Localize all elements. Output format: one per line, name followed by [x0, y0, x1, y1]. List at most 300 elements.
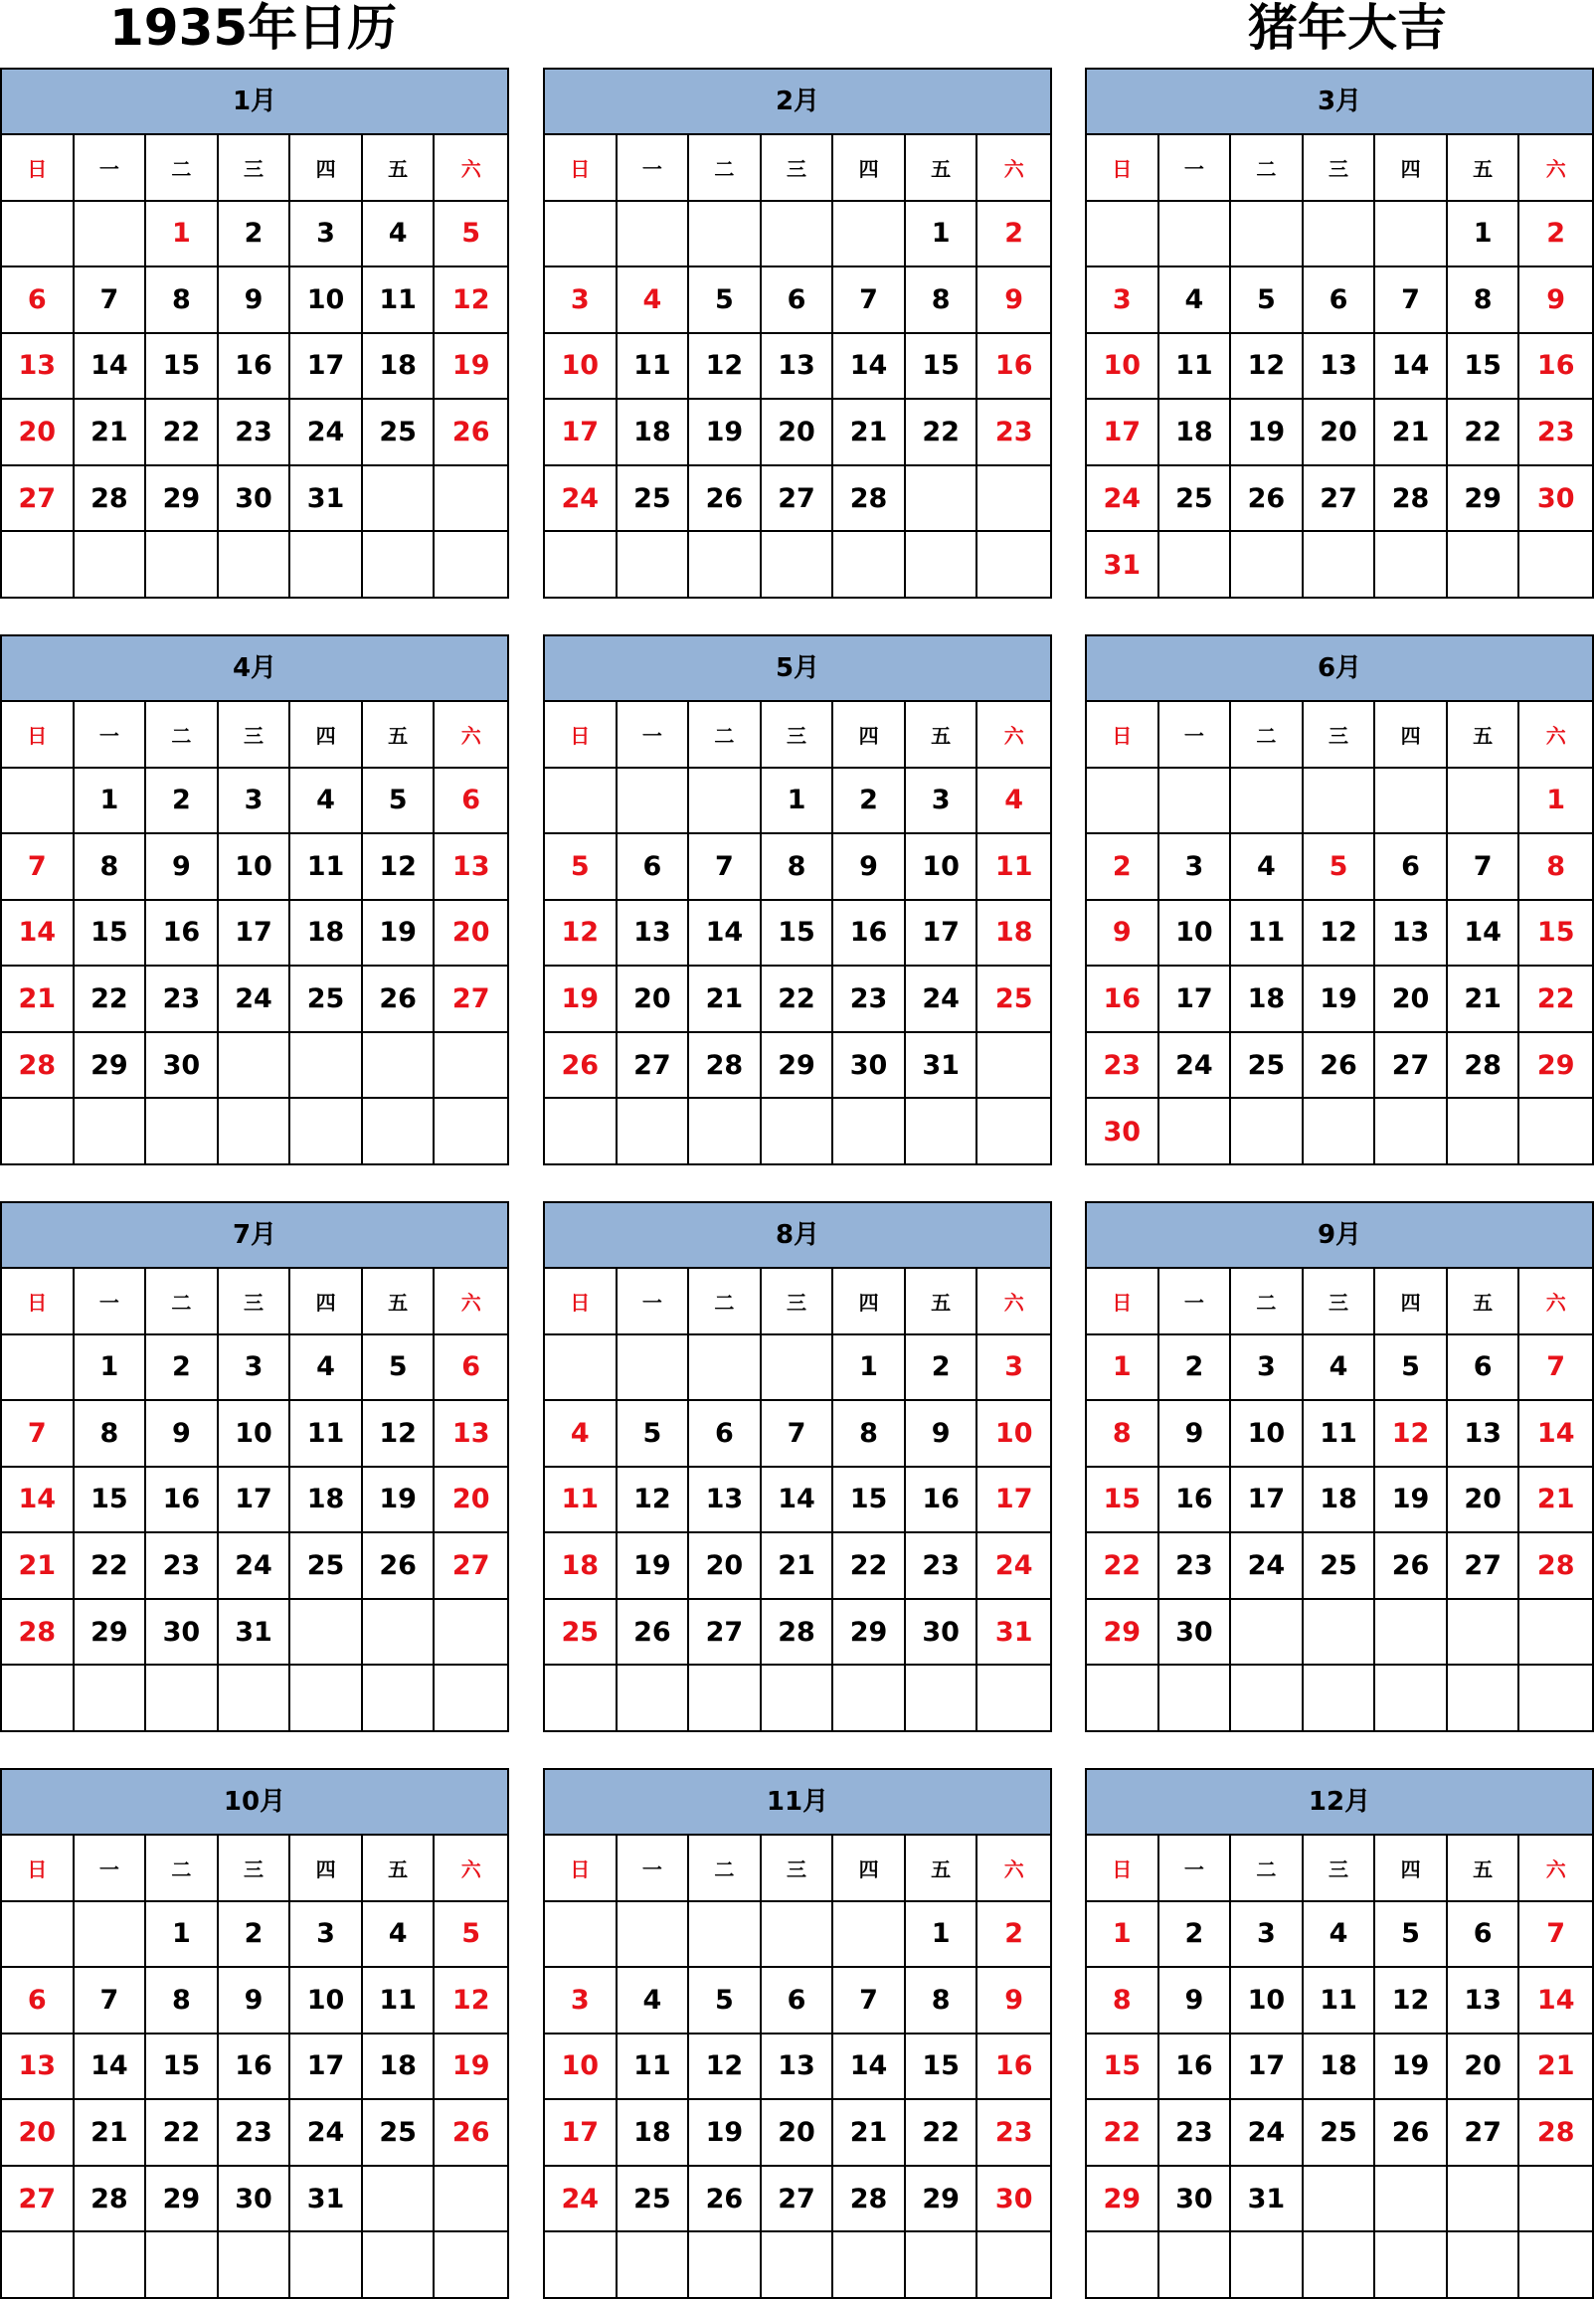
empty-cell: [2, 1666, 75, 1732]
weekday-label: 三: [762, 1836, 834, 1902]
month-3: [1085, 68, 1594, 599]
weekday-label: 六: [977, 1269, 1050, 1335]
empty-cell: [762, 532, 834, 599]
day-cell: 25: [363, 2100, 436, 2167]
day-cell: 12: [1375, 1968, 1448, 2035]
day-cell: 2: [146, 1335, 219, 1402]
day-cell: 6: [435, 769, 507, 835]
weekday-label: 四: [1375, 135, 1448, 202]
empty-cell: [1231, 2232, 1304, 2299]
weekday-label: 五: [906, 135, 978, 202]
day-cell: 8: [1087, 1401, 1159, 1468]
weekday-label: 二: [689, 135, 762, 202]
day-cell: 10: [1087, 334, 1159, 401]
day-cell: 3: [545, 267, 618, 334]
weekday-label: 三: [762, 1269, 834, 1335]
weekday-label: 一: [75, 1269, 147, 1335]
day-cell: 3: [977, 1335, 1050, 1402]
day-cell: 12: [689, 334, 762, 401]
weekday-label: 五: [363, 135, 436, 202]
day-cell: 12: [1375, 1401, 1448, 1468]
empty-cell: [1231, 532, 1304, 599]
empty-cell: [906, 1099, 978, 1165]
weekday-label: 五: [906, 702, 978, 769]
empty-cell: [363, 1033, 436, 1100]
day-cell: 27: [2, 466, 75, 533]
empty-cell: [762, 1902, 834, 1969]
day-cell: 4: [1304, 1335, 1376, 1402]
day-cell: 24: [906, 967, 978, 1033]
day-cell: 13: [1448, 1401, 1520, 1468]
empty-cell: [435, 2232, 507, 2299]
weekday-label: 一: [618, 1836, 690, 1902]
empty-cell: [545, 1335, 618, 1402]
day-cell: 5: [689, 1968, 762, 2035]
weekday-label: 四: [1375, 702, 1448, 769]
day-cell: 31: [977, 1600, 1050, 1667]
day-cell: 24: [219, 1533, 291, 1600]
day-cell: 20: [618, 967, 690, 1033]
weekday-label: 一: [618, 702, 690, 769]
day-cell: 23: [1087, 1033, 1159, 1100]
empty-cell: [290, 2232, 363, 2299]
day-cell: 31: [1087, 532, 1159, 599]
day-cell: 8: [833, 1401, 906, 1468]
empty-cell: [618, 1666, 690, 1732]
day-cell: 27: [435, 967, 507, 1033]
day-cell: 3: [219, 1335, 291, 1402]
day-cell: 23: [1159, 1533, 1232, 1600]
day-cell: 30: [219, 466, 291, 533]
empty-cell: [75, 202, 147, 268]
weekday-label: 二: [1231, 135, 1304, 202]
day-cell: 21: [2, 967, 75, 1033]
day-cell: 9: [833, 834, 906, 901]
day-cell: 20: [2, 400, 75, 466]
day-cell: 23: [977, 400, 1050, 466]
empty-cell: [833, 202, 906, 268]
day-cell: 19: [1375, 2035, 1448, 2101]
weekday-label: 四: [290, 702, 363, 769]
day-cell: 24: [1159, 1033, 1232, 1100]
weekday-label: 六: [435, 135, 507, 202]
weekday-label: 日: [2, 135, 75, 202]
empty-cell: [977, 532, 1050, 599]
day-cell: 22: [1519, 967, 1592, 1033]
day-cell: 12: [363, 1401, 436, 1468]
empty-cell: [762, 2232, 834, 2299]
weekday-label: 三: [219, 1836, 291, 1902]
day-cell: 8: [146, 1968, 219, 2035]
day-cell: 26: [1375, 2100, 1448, 2167]
day-cell: 18: [618, 400, 690, 466]
day-cell: 4: [977, 769, 1050, 835]
day-cell: 11: [1159, 334, 1232, 401]
day-cell: 13: [1448, 1968, 1520, 2035]
day-cell: 5: [435, 1902, 507, 1969]
day-cell: 21: [762, 1533, 834, 1600]
day-cell: 13: [689, 1468, 762, 1534]
day-cell: 17: [545, 2100, 618, 2167]
empty-cell: [75, 1099, 147, 1165]
empty-cell: [363, 532, 436, 599]
empty-cell: [689, 769, 762, 835]
weekday-label: 二: [146, 1269, 219, 1335]
month-day-grid: [1087, 1269, 1592, 1732]
day-cell: 28: [833, 466, 906, 533]
weekday-label: 一: [618, 1269, 690, 1335]
day-cell: 14: [1375, 334, 1448, 401]
weekday-label: 一: [1159, 1269, 1232, 1335]
day-cell: 8: [75, 834, 147, 901]
month-9: [1085, 1201, 1594, 1732]
day-cell: 23: [146, 1533, 219, 1600]
day-cell: 18: [545, 1533, 618, 1600]
day-cell: 15: [75, 1468, 147, 1534]
empty-cell: [1304, 202, 1376, 268]
empty-cell: [2, 2232, 75, 2299]
day-cell: 1: [1087, 1335, 1159, 1402]
day-cell: 7: [833, 1968, 906, 2035]
weekday-label: 五: [906, 1836, 978, 1902]
day-cell: 30: [1519, 466, 1592, 533]
day-cell: 9: [219, 1968, 291, 2035]
day-cell: 30: [833, 1033, 906, 1100]
day-cell: 1: [906, 202, 978, 268]
day-cell: 16: [146, 1468, 219, 1534]
day-cell: 27: [618, 1033, 690, 1100]
empty-cell: [1159, 1099, 1232, 1165]
day-cell: 31: [906, 1033, 978, 1100]
day-cell: 8: [762, 834, 834, 901]
day-cell: 15: [906, 2035, 978, 2101]
empty-cell: [2, 1099, 75, 1165]
weekday-label: 四: [833, 702, 906, 769]
day-cell: 10: [290, 1968, 363, 2035]
month-7: [0, 1201, 509, 1732]
day-cell: 14: [1519, 1968, 1592, 2035]
empty-cell: [1375, 1099, 1448, 1165]
day-cell: 23: [977, 2100, 1050, 2167]
weekday-label: 五: [363, 1269, 436, 1335]
day-cell: 18: [618, 2100, 690, 2167]
weekday-label: 一: [1159, 702, 1232, 769]
empty-cell: [1304, 1666, 1376, 1732]
day-cell: 1: [1448, 202, 1520, 268]
day-cell: 10: [219, 1401, 291, 1468]
empty-cell: [290, 1099, 363, 1165]
day-cell: 16: [219, 2035, 291, 2101]
day-cell: 16: [1087, 967, 1159, 1033]
empty-cell: [1159, 532, 1232, 599]
empty-cell: [1448, 1099, 1520, 1165]
day-cell: 23: [1519, 400, 1592, 466]
day-cell: 2: [219, 1902, 291, 1969]
page-title: 1935年日历: [109, 0, 398, 57]
month-day-grid: [545, 702, 1050, 1165]
day-cell: 8: [146, 267, 219, 334]
day-cell: 7: [1519, 1902, 1592, 1969]
empty-cell: [1304, 769, 1376, 835]
day-cell: 13: [435, 1401, 507, 1468]
day-cell: 7: [75, 1968, 147, 2035]
day-cell: 22: [1087, 1533, 1159, 1600]
empty-cell: [689, 1099, 762, 1165]
empty-cell: [363, 2232, 436, 2299]
weekday-label: 六: [1519, 135, 1592, 202]
weekday-label: 五: [1448, 702, 1520, 769]
day-cell: 23: [219, 2100, 291, 2167]
day-cell: 7: [2, 1401, 75, 1468]
empty-cell: [977, 1033, 1050, 1100]
month-day-grid: [545, 1269, 1050, 1732]
empty-cell: [146, 1666, 219, 1732]
day-cell: 22: [75, 1533, 147, 1600]
day-cell: 20: [435, 1468, 507, 1534]
day-cell: 25: [618, 466, 690, 533]
day-cell: 18: [290, 901, 363, 968]
weekday-label: 四: [833, 1836, 906, 1902]
empty-cell: [1519, 1600, 1592, 1667]
day-cell: 17: [1159, 967, 1232, 1033]
weekday-label: 日: [1087, 135, 1159, 202]
empty-cell: [1519, 1666, 1592, 1732]
day-cell: 28: [75, 466, 147, 533]
weekday-label: 三: [1304, 1836, 1376, 1902]
empty-cell: [545, 769, 618, 835]
empty-cell: [689, 1335, 762, 1402]
day-cell: 4: [618, 267, 690, 334]
empty-cell: [1448, 769, 1520, 835]
day-cell: 11: [1304, 1401, 1376, 1468]
month-day-grid: [2, 702, 507, 1165]
day-cell: 15: [1087, 1468, 1159, 1534]
day-cell: 18: [977, 901, 1050, 968]
day-cell: 14: [1519, 1401, 1592, 1468]
day-cell: 9: [977, 267, 1050, 334]
empty-cell: [833, 2232, 906, 2299]
day-cell: 5: [363, 1335, 436, 1402]
weekday-label: 六: [1519, 1269, 1592, 1335]
day-cell: 1: [146, 202, 219, 268]
day-cell: 5: [1375, 1902, 1448, 1969]
weekday-label: 五: [1448, 1269, 1520, 1335]
empty-cell: [1375, 2232, 1448, 2299]
weekday-label: 三: [219, 1269, 291, 1335]
day-cell: 27: [1448, 1533, 1520, 1600]
day-cell: 14: [75, 2035, 147, 2101]
weekday-label: 四: [833, 135, 906, 202]
day-cell: 22: [146, 2100, 219, 2167]
weekday-label: 二: [146, 702, 219, 769]
day-cell: 29: [1087, 2167, 1159, 2233]
day-cell: 25: [618, 2167, 690, 2233]
day-cell: 24: [545, 466, 618, 533]
weekday-label: 二: [689, 1836, 762, 1902]
day-cell: 17: [545, 400, 618, 466]
day-cell: 21: [1375, 400, 1448, 466]
day-cell: 12: [363, 834, 436, 901]
day-cell: 6: [762, 267, 834, 334]
day-cell: 13: [762, 334, 834, 401]
day-cell: 3: [1159, 834, 1232, 901]
day-cell: 26: [435, 400, 507, 466]
day-cell: 22: [1448, 400, 1520, 466]
day-cell: 27: [1375, 1033, 1448, 1100]
day-cell: 5: [618, 1401, 690, 1468]
day-cell: 26: [545, 1033, 618, 1100]
empty-cell: [1375, 769, 1448, 835]
weekday-label: 一: [1159, 1836, 1232, 1902]
day-cell: 25: [290, 1533, 363, 1600]
empty-cell: [762, 202, 834, 268]
empty-cell: [1519, 2167, 1592, 2233]
day-cell: 20: [2, 2100, 75, 2167]
day-cell: 2: [219, 202, 291, 268]
day-cell: 18: [1159, 400, 1232, 466]
day-cell: 11: [290, 834, 363, 901]
day-cell: 30: [1159, 2167, 1232, 2233]
day-cell: 16: [219, 334, 291, 401]
empty-cell: [762, 1666, 834, 1732]
weekday-label: 日: [545, 702, 618, 769]
day-cell: 21: [833, 2100, 906, 2167]
weekday-label: 五: [363, 702, 436, 769]
day-cell: 4: [363, 202, 436, 268]
weekday-label: 五: [363, 1836, 436, 1902]
day-cell: 12: [689, 2035, 762, 2101]
empty-cell: [906, 532, 978, 599]
empty-cell: [435, 1099, 507, 1165]
empty-cell: [545, 1666, 618, 1732]
day-cell: 14: [833, 334, 906, 401]
day-cell: 5: [435, 202, 507, 268]
day-cell: 29: [762, 1033, 834, 1100]
empty-cell: [1375, 2167, 1448, 2233]
day-cell: 10: [290, 267, 363, 334]
day-cell: 6: [1304, 267, 1376, 334]
day-cell: 15: [75, 901, 147, 968]
day-cell: 12: [435, 1968, 507, 2035]
day-cell: 16: [906, 1468, 978, 1534]
weekday-label: 六: [1519, 1836, 1592, 1902]
day-cell: 11: [363, 267, 436, 334]
month-day-grid: [2, 135, 507, 599]
empty-cell: [545, 1902, 618, 1969]
day-cell: 8: [1087, 1968, 1159, 2035]
day-cell: 15: [146, 334, 219, 401]
day-cell: 13: [2, 334, 75, 401]
day-cell: 23: [906, 1533, 978, 1600]
day-cell: 14: [689, 901, 762, 968]
day-cell: 23: [146, 967, 219, 1033]
day-cell: 3: [906, 769, 978, 835]
day-cell: 10: [545, 334, 618, 401]
day-cell: 20: [762, 400, 834, 466]
empty-cell: [75, 1902, 147, 1969]
day-cell: 20: [689, 1533, 762, 1600]
day-cell: 9: [1519, 267, 1592, 334]
day-cell: 7: [689, 834, 762, 901]
day-cell: 20: [762, 2100, 834, 2167]
weekday-label: 六: [977, 135, 1050, 202]
weekday-label: 二: [146, 135, 219, 202]
weekday-label: 日: [545, 135, 618, 202]
day-cell: 21: [75, 2100, 147, 2167]
day-cell: 17: [977, 1468, 1050, 1534]
day-cell: 19: [689, 2100, 762, 2167]
day-cell: 2: [906, 1335, 978, 1402]
day-cell: 19: [1304, 967, 1376, 1033]
empty-cell: [977, 466, 1050, 533]
day-cell: 11: [363, 1968, 436, 2035]
month-4: [0, 634, 509, 1165]
day-cell: 29: [146, 466, 219, 533]
empty-cell: [1087, 1666, 1159, 1732]
empty-cell: [219, 1099, 291, 1165]
empty-cell: [146, 532, 219, 599]
day-cell: 11: [1304, 1968, 1376, 2035]
weekday-label: 五: [1448, 1836, 1520, 1902]
day-cell: 12: [435, 267, 507, 334]
day-cell: 20: [1375, 967, 1448, 1033]
weekday-label: 日: [545, 1836, 618, 1902]
day-cell: 1: [75, 1335, 147, 1402]
empty-cell: [833, 1902, 906, 1969]
day-cell: 27: [689, 1600, 762, 1667]
day-cell: 20: [1448, 1468, 1520, 1534]
month-title: 5月: [545, 636, 1050, 702]
day-cell: 15: [762, 901, 834, 968]
month-5: [543, 634, 1052, 1165]
weekday-label: 六: [977, 1836, 1050, 1902]
empty-cell: [146, 1099, 219, 1165]
day-cell: 17: [1231, 2035, 1304, 2101]
day-cell: 25: [290, 967, 363, 1033]
day-cell: 30: [219, 2167, 291, 2233]
month-title: 9月: [1087, 1203, 1592, 1269]
day-cell: 22: [762, 967, 834, 1033]
empty-cell: [1304, 1600, 1376, 1667]
day-cell: 6: [618, 834, 690, 901]
day-cell: 19: [1375, 1468, 1448, 1534]
day-cell: 4: [290, 769, 363, 835]
day-cell: 10: [906, 834, 978, 901]
day-cell: 15: [1087, 2035, 1159, 2101]
day-cell: 31: [219, 1600, 291, 1667]
day-cell: 6: [2, 267, 75, 334]
day-cell: 21: [1448, 967, 1520, 1033]
empty-cell: [1159, 1666, 1232, 1732]
day-cell: 28: [1519, 2100, 1592, 2167]
day-cell: 19: [618, 1533, 690, 1600]
day-cell: 1: [75, 769, 147, 835]
empty-cell: [618, 1099, 690, 1165]
empty-cell: [1304, 2232, 1376, 2299]
empty-cell: [1448, 2232, 1520, 2299]
day-cell: 25: [363, 400, 436, 466]
empty-cell: [2, 1335, 75, 1402]
day-cell: 9: [906, 1401, 978, 1468]
empty-cell: [75, 1666, 147, 1732]
day-cell: 3: [219, 769, 291, 835]
day-cell: 18: [290, 1468, 363, 1534]
day-cell: 25: [1159, 466, 1232, 533]
weekday-label: 日: [1087, 1269, 1159, 1335]
day-cell: 21: [1519, 2035, 1592, 2101]
day-cell: 26: [435, 2100, 507, 2167]
day-cell: 21: [2, 1533, 75, 1600]
